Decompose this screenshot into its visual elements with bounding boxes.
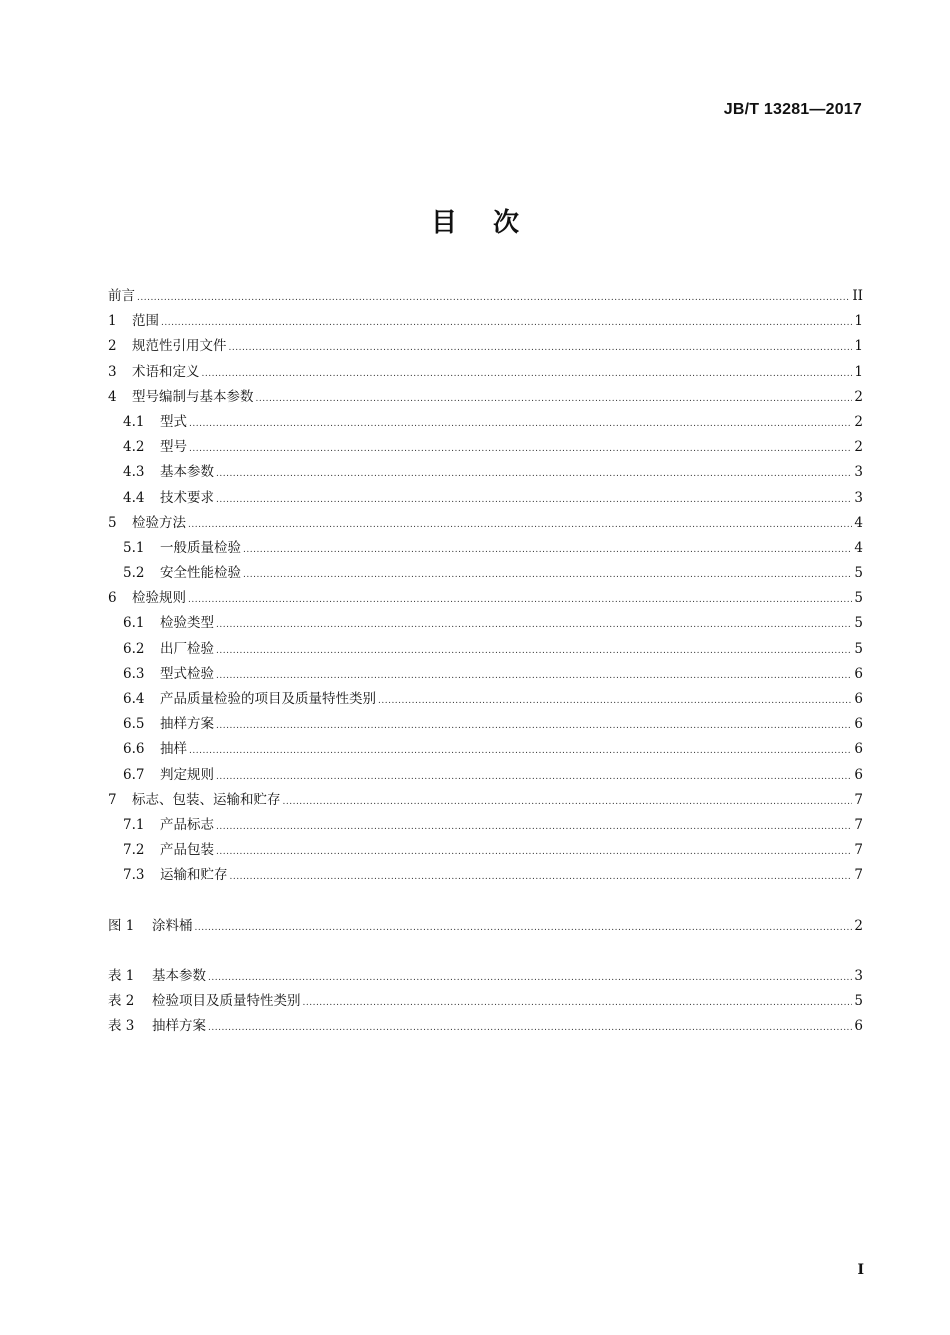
toc-entry-label: 型式 [160, 413, 187, 430]
toc-entry-label: 术语和定义 [132, 363, 200, 380]
dot-leader [216, 462, 852, 487]
toc-entry[interactable] [108, 334, 863, 359]
toc-entry-number: 2 [108, 338, 117, 355]
toc-entry-page: 5 [854, 590, 863, 607]
toc-table-entry[interactable] [108, 1014, 863, 1039]
toc-entry-number: 表 2 [108, 992, 135, 1009]
toc-entry-page: 6 [854, 716, 863, 733]
toc-entry-label: 一般质量检验 [160, 539, 241, 556]
toc-entry-label: 范围 [132, 313, 159, 330]
toc-entry[interactable] [108, 712, 863, 737]
toc-entry-label: 前言 [108, 288, 135, 304]
toc-entry-page: 1 [854, 363, 863, 380]
page-number: I [857, 1262, 864, 1278]
toc-entry-number: 表 3 [108, 1018, 135, 1035]
dot-leader [230, 865, 853, 890]
dot-leader [229, 336, 853, 361]
toc-entry-page: 6 [854, 741, 863, 758]
toc-entry-number: 7.3 [123, 867, 145, 884]
toc-entry-page: 6 [854, 766, 863, 783]
dot-leader [378, 689, 852, 714]
toc-entry[interactable] [108, 863, 863, 888]
toc-entry-number: 5.2 [123, 565, 145, 582]
dot-leader [202, 362, 853, 387]
toc-entry[interactable] [108, 511, 863, 536]
dot-leader [161, 311, 852, 336]
toc-entry-foreword[interactable] [108, 284, 863, 309]
toc-entry[interactable] [108, 360, 863, 385]
toc-entry-page: 4 [854, 539, 863, 556]
toc-entry-page: 5 [854, 565, 863, 582]
toc-entry-number: 7.1 [123, 816, 145, 833]
toc-section-tables [108, 964, 863, 1040]
toc-entry-number: 4.3 [123, 464, 145, 481]
toc-entry-number: 6.3 [123, 665, 145, 682]
toc-entry[interactable] [108, 486, 863, 511]
toc-entry-number: 6.6 [123, 741, 145, 758]
dot-leader [216, 714, 852, 739]
toc-entry-page: 1 [854, 313, 863, 330]
toc-entry-number: 5 [108, 514, 117, 531]
toc-figure-entry[interactable] [108, 914, 863, 939]
toc-entry[interactable] [108, 460, 863, 485]
toc-entry-page: 5 [854, 615, 863, 632]
toc-entry-page: 7 [854, 816, 863, 833]
toc-entry-label: 运输和贮存 [160, 867, 228, 884]
toc-entry[interactable] [108, 309, 863, 334]
toc-entry-label: 基本参数 [152, 967, 206, 984]
toc-entry[interactable] [108, 561, 863, 586]
toc-entry[interactable] [108, 662, 863, 687]
toc-entry-label: 型号编制与基本参数 [132, 388, 254, 405]
toc-entry-label: 标志、包装、运输和贮存 [132, 791, 281, 808]
dot-leader [188, 513, 852, 538]
dot-leader [216, 840, 852, 865]
dot-leader [216, 664, 852, 689]
toc-entry[interactable] [108, 410, 863, 435]
toc-entry-label: 产品包装 [160, 842, 214, 859]
toc-entry-page: 2 [854, 388, 863, 405]
toc-entry-number: 6.7 [123, 766, 145, 783]
spacer [108, 889, 863, 914]
toc-entry-label: 出厂检验 [160, 640, 214, 657]
toc-entry-label: 安全性能检验 [160, 565, 241, 582]
toc-entry-number: 6.5 [123, 716, 145, 733]
dot-leader [188, 588, 852, 613]
toc-entry-label: 判定规则 [160, 766, 214, 783]
dot-leader [303, 991, 853, 1016]
toc-entry[interactable] [108, 838, 863, 863]
toc-entry[interactable] [108, 586, 863, 611]
toc-table-entry[interactable] [108, 964, 863, 989]
toc-entry-page: 3 [854, 489, 863, 506]
toc-entry[interactable] [108, 435, 863, 460]
toc-entry-page: 2 [854, 917, 863, 934]
page-title: 目次 [430, 208, 555, 238]
dot-leader [256, 387, 853, 412]
toc-entry-page: 3 [854, 967, 863, 984]
table-of-contents [108, 284, 863, 1039]
toc-entry-number: 6.2 [123, 640, 145, 657]
dot-leader [137, 286, 850, 311]
toc-entry-label: 型号 [160, 439, 187, 456]
toc-table-entry[interactable] [108, 989, 863, 1014]
toc-entry[interactable] [108, 611, 863, 636]
toc-entry-label: 产品标志 [160, 816, 214, 833]
toc-entry-page: 2 [854, 413, 863, 430]
toc-entry-page: 6 [854, 691, 863, 707]
toc-entry-page: 7 [854, 791, 863, 808]
toc-entry-number: 4 [108, 388, 117, 405]
toc-entry-label: 抽样 [160, 741, 187, 758]
toc-entry-number: 5.1 [123, 539, 145, 556]
toc-entry[interactable] [108, 385, 863, 410]
toc-entry[interactable] [108, 813, 863, 838]
spacer [108, 939, 863, 964]
toc-entry-label: 检验项目及质量特性类别 [152, 992, 301, 1009]
toc-entry[interactable] [108, 687, 863, 712]
toc-entry-label: 技术要求 [160, 489, 214, 506]
standard-code: JB/T 13281—2017 [723, 101, 862, 118]
toc-entry-number: 6.1 [123, 615, 145, 632]
toc-entry-page: 1 [854, 338, 863, 355]
toc-entry-label: 抽样方案 [152, 1018, 206, 1035]
toc-entry-page: II [852, 288, 863, 304]
toc-entry[interactable] [108, 788, 863, 813]
toc-entry-page: 2 [854, 439, 863, 456]
dot-leader [216, 639, 852, 664]
toc-entry-page: 3 [854, 464, 863, 481]
dot-leader [216, 488, 852, 513]
toc-entry-page: 5 [854, 640, 863, 657]
toc-entry-number: 7.2 [123, 842, 145, 859]
dot-leader [216, 765, 852, 790]
toc-entry-number: 3 [108, 363, 117, 380]
toc-entry-label: 型式检验 [160, 665, 214, 682]
dot-leader [283, 790, 853, 815]
toc-entry-page: 6 [854, 1018, 863, 1035]
toc-entry[interactable] [108, 737, 863, 762]
dot-leader [189, 739, 852, 764]
toc-entry-label: 产品质量检验的项目及质量特性类别 [160, 691, 376, 707]
toc-entry-number: 表 1 [108, 967, 135, 984]
dot-leader [216, 815, 852, 840]
toc-entry[interactable] [108, 763, 863, 788]
toc-entry-label: 基本参数 [160, 464, 214, 481]
toc-entry-label: 涂料桶 [152, 917, 193, 934]
toc-entry-number: 1 [108, 313, 117, 330]
toc-entry[interactable] [108, 536, 863, 561]
toc-entry-label: 抽样方案 [160, 716, 214, 733]
toc-entry-page: 5 [854, 992, 863, 1009]
dot-leader [243, 538, 852, 563]
dot-leader [195, 916, 853, 941]
toc-entry[interactable] [108, 637, 863, 662]
toc-entry-page: 6 [854, 665, 863, 682]
toc-entry-label: 检验方法 [132, 514, 186, 531]
toc-entry-label: 检验类型 [160, 615, 214, 632]
toc-entry-number: 4.4 [123, 489, 145, 506]
toc-entry-number: 图 1 [108, 917, 135, 934]
toc-entry-number: 7 [108, 791, 117, 808]
toc-entry-number: 4.2 [123, 439, 145, 456]
dot-leader [216, 613, 852, 638]
toc-entry-label: 规范性引用文件 [132, 338, 227, 355]
toc-entry-number: 6.4 [123, 691, 145, 707]
toc-section-entries [108, 309, 863, 888]
toc-entry-page: 4 [854, 514, 863, 531]
dot-leader [189, 437, 852, 462]
toc-entry-page: 7 [854, 842, 863, 859]
dot-leader [208, 966, 852, 991]
dot-leader [189, 412, 852, 437]
toc-section-figures [108, 914, 863, 939]
dot-leader [208, 1016, 852, 1041]
toc-entry-page: 7 [854, 867, 863, 884]
toc-entry-number: 4.1 [123, 413, 145, 430]
toc-entry-number: 6 [108, 590, 117, 607]
dot-leader [243, 563, 852, 588]
toc-entry-label: 检验规则 [132, 590, 186, 607]
